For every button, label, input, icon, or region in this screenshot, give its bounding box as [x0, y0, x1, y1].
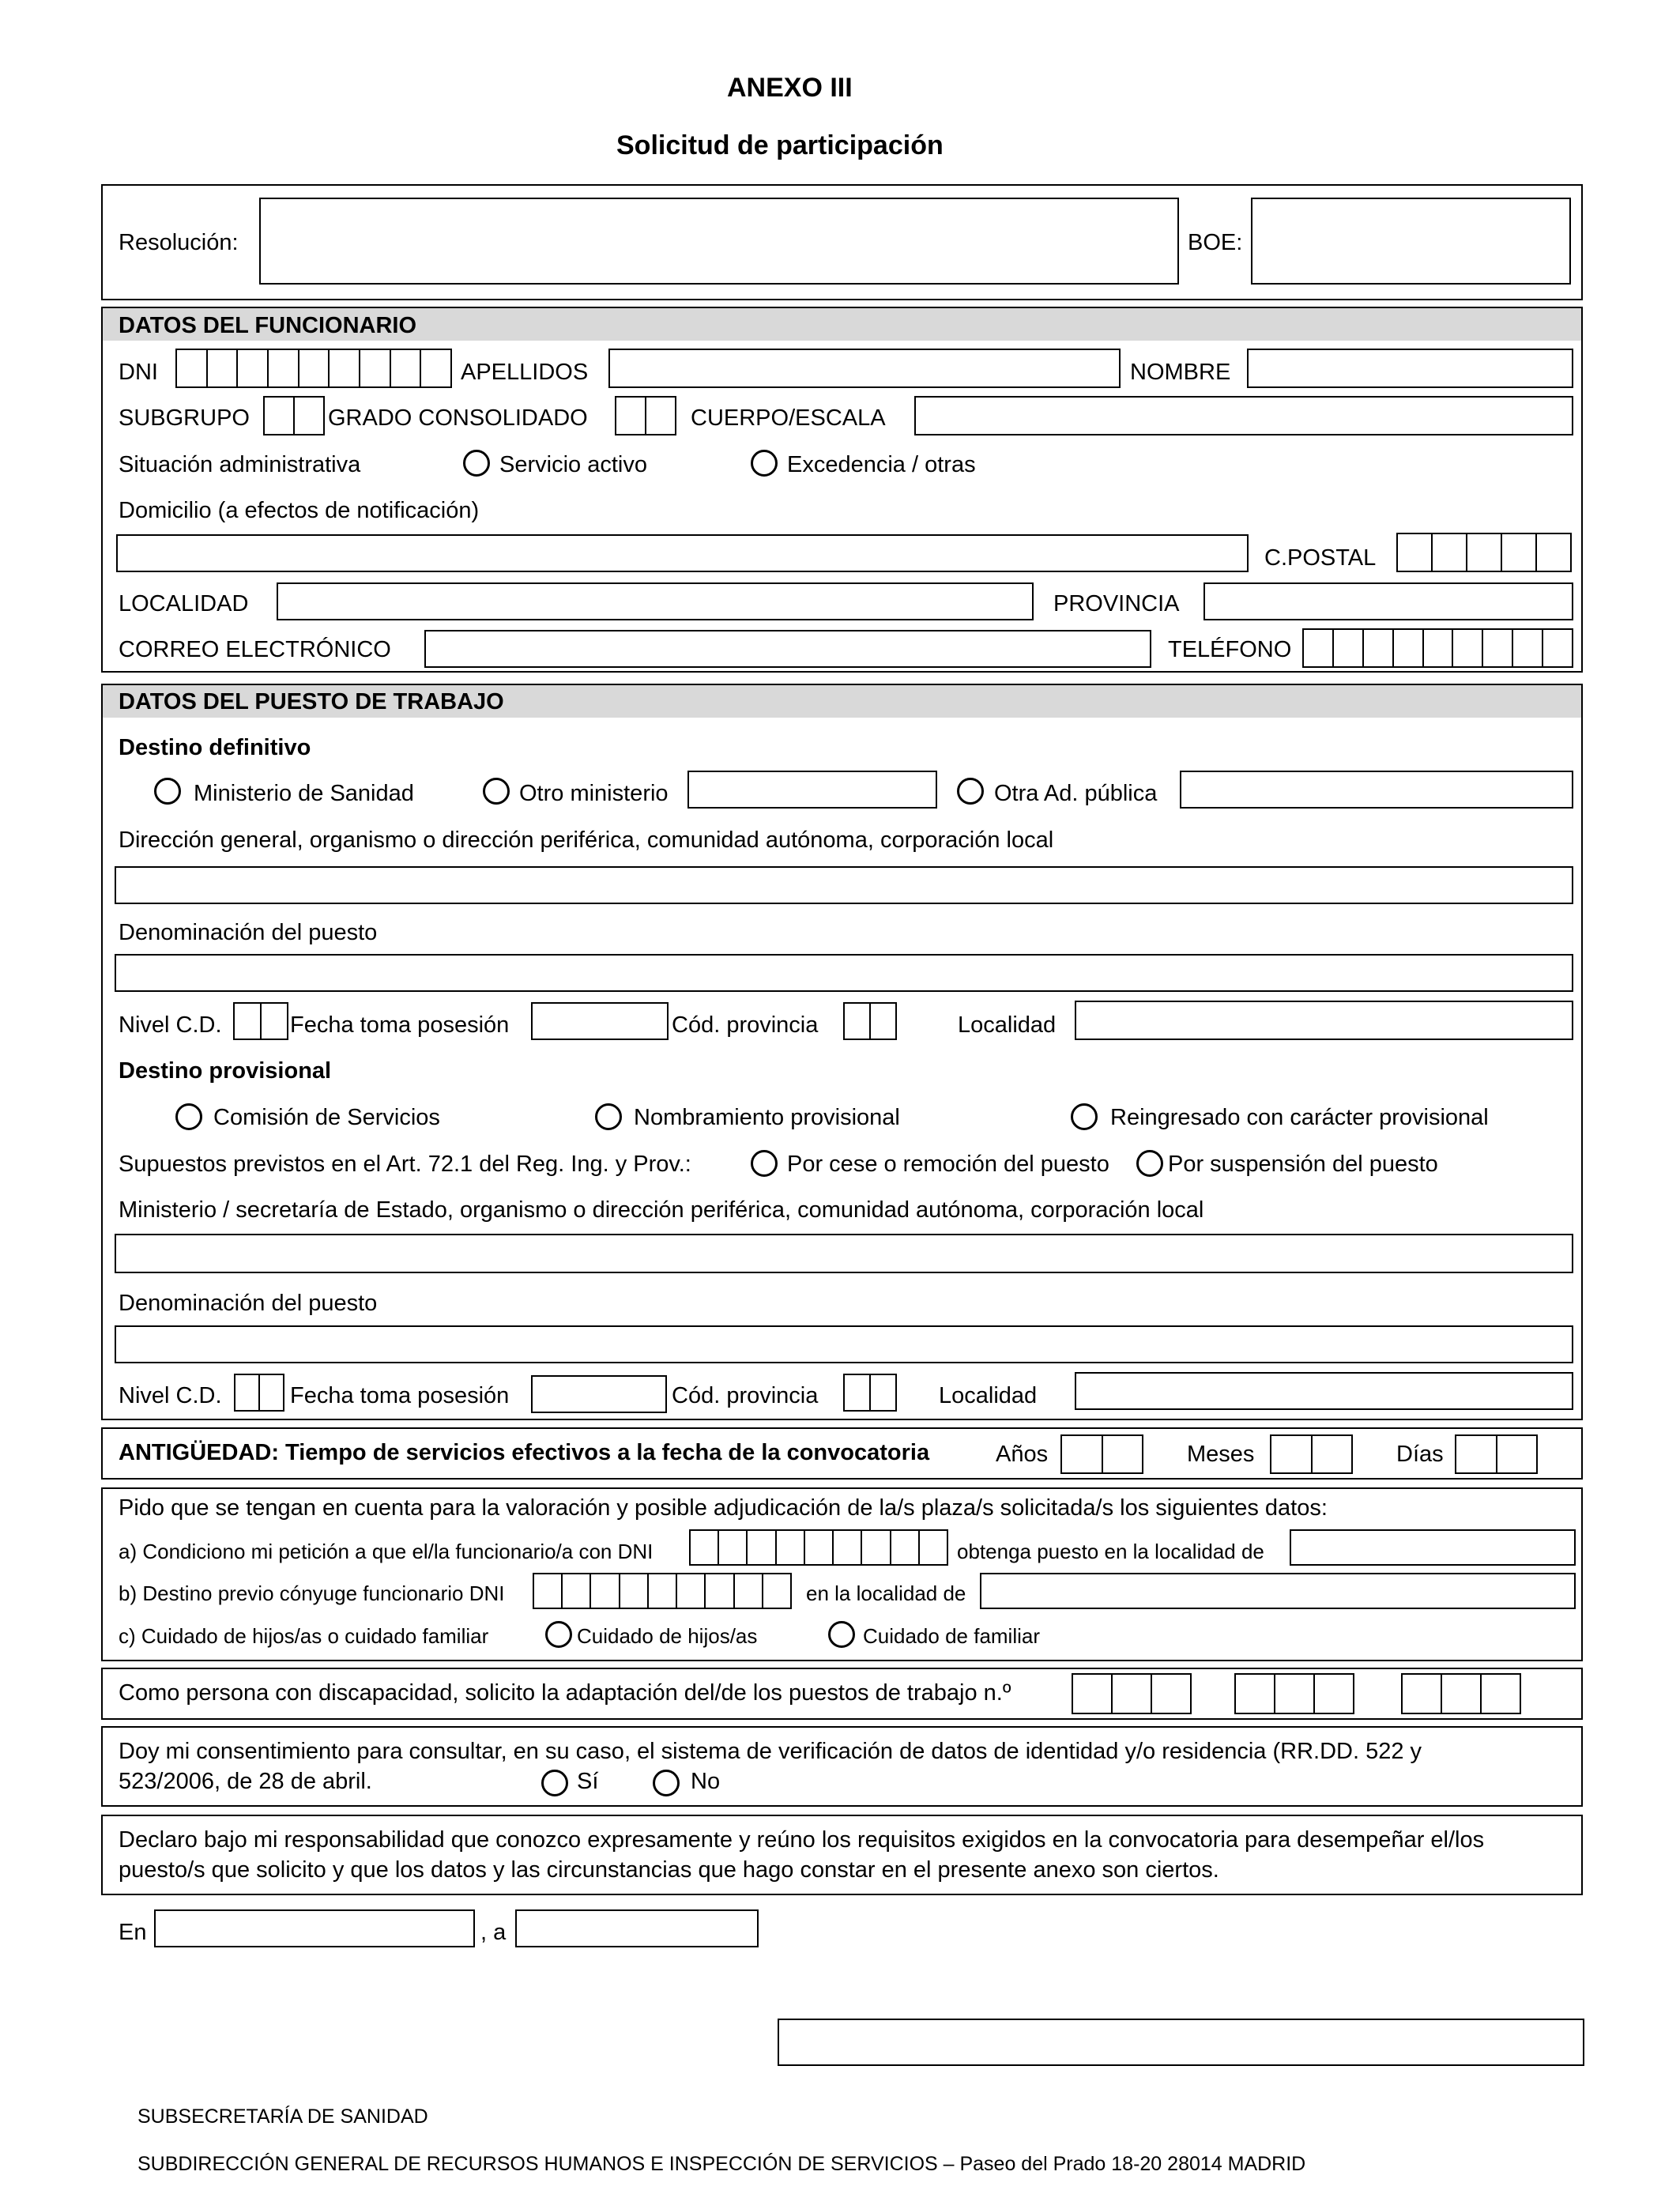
direccion-general-label: Dirección general, organismo o dirección periférica, comunidad autónoma, corporación local: [119, 827, 1054, 853]
denominacion-provisional-field[interactable]: [115, 1325, 1573, 1363]
domicilio-field[interactable]: [116, 534, 1249, 572]
por-cese-label: Por cese o remoción del puesto: [787, 1152, 1109, 1177]
cuerpo-field[interactable]: [914, 396, 1573, 435]
excedencia-label: Excedencia / otras: [787, 452, 976, 477]
reingresado-radio[interactable]: [1071, 1103, 1098, 1130]
telefono-cells[interactable]: [1302, 628, 1573, 668]
nivel-cd-provisional-cells[interactable]: [234, 1374, 284, 1412]
nombre-field[interactable]: [1247, 349, 1573, 388]
consentimiento-si-radio[interactable]: [541, 1770, 568, 1796]
otro-ministerio-field[interactable]: [687, 771, 937, 809]
domicilio-label: Domicilio (a efectos de notificación): [119, 498, 480, 523]
cuidado-familiar-radio[interactable]: [828, 1621, 855, 1648]
por-suspension-radio[interactable]: [1136, 1150, 1163, 1177]
otra-ad-publica-field[interactable]: [1180, 771, 1573, 809]
form-title: Solicitud de participación: [616, 130, 944, 160]
apellidos-label: APELLIDOS: [461, 360, 589, 385]
antiguedad-label: ANTIGÜEDAD: Tiempo de servicios efectivos a la fecha de la convocatoria: [119, 1440, 930, 1465]
dni-cells[interactable]: [175, 349, 452, 388]
localidad-field[interactable]: [277, 582, 1034, 620]
valoracion-a-loc-label: obtenga puesto en la localidad de: [957, 1540, 1264, 1563]
nombre-label: NOMBRE: [1130, 360, 1231, 385]
supuestos-label: Supuestos previstos en el Art. 72.1 del Reg. Ing. y Prov.:: [119, 1152, 691, 1177]
valoracion-a-loc-field[interactable]: [1290, 1529, 1576, 1566]
subgrupo-cells[interactable]: [263, 396, 325, 435]
anos-cells[interactable]: [1060, 1434, 1143, 1474]
situacion-label: Situación administrativa: [119, 452, 361, 477]
discapacidad-text: Como persona con discapacidad, solicito la adaptación del/de los puestos de trabajo n.º: [119, 1680, 1011, 1706]
puesto-section-title: DATOS DEL PUESTO DE TRABAJO: [119, 689, 504, 714]
destino-definitivo-heading: Destino definitivo: [119, 735, 311, 760]
comision-radio[interactable]: [175, 1103, 202, 1130]
apellidos-field[interactable]: [608, 349, 1121, 388]
servicio-activo-label: Servicio activo: [499, 452, 647, 477]
servicio-activo-radio[interactable]: [463, 450, 490, 477]
annex-heading: ANEXO III: [727, 73, 853, 103]
nivel-cd-label: Nivel C.D.: [119, 1012, 222, 1038]
denominacion-provisional-label: Denominación del puesto: [119, 1291, 378, 1316]
telefono-label: TELÉFONO: [1168, 637, 1292, 662]
valoracion-c-label: c) Cuidado de hijos/as o cuidado familiar: [119, 1624, 489, 1648]
valoracion-a-dni-cells[interactable]: [689, 1529, 948, 1566]
fecha-toma-field[interactable]: [531, 1002, 669, 1040]
resolucion-field[interactable]: [259, 198, 1179, 285]
excedencia-radio[interactable]: [751, 450, 778, 477]
footer-subdireccion: SUBDIRECCIÓN GENERAL DE RECURSOS HUMANOS E INSPECCIÓN DE SERVICIOS – Paseo del Prado 18-20 28014 MADRID: [137, 2153, 1306, 2175]
cuidado-hijos-label: Cuidado de hijos/as: [577, 1624, 758, 1648]
por-cese-radio[interactable]: [751, 1150, 778, 1177]
firma-lugar-field[interactable]: [154, 1909, 475, 1947]
firma-en-label: En: [119, 1920, 147, 1945]
boe-label: BOE:: [1188, 230, 1243, 255]
localidad-puesto-field[interactable]: [1075, 1001, 1573, 1040]
cuidado-familiar-label: Cuidado de familiar: [863, 1624, 1041, 1648]
reingresado-label: Reingresado con carácter provisional: [1110, 1105, 1489, 1130]
comision-label: Comisión de Servicios: [213, 1105, 440, 1130]
denominacion-label: Denominación del puesto: [119, 920, 378, 945]
subgrupo-label: SUBGRUPO: [119, 405, 250, 431]
provincia-field[interactable]: [1203, 582, 1573, 620]
correo-label: CORREO ELECTRÓNICO: [119, 637, 391, 662]
valoracion-b-loc-field[interactable]: [980, 1573, 1576, 1609]
destino-provisional-heading: Destino provisional: [119, 1058, 332, 1084]
valoracion-intro: Pido que se tengan en cuenta para la valoración y posible adjudicación de la/s plaza/s solicitada/s los siguientes datos:: [119, 1495, 1328, 1521]
otra-ad-publica-radio[interactable]: [957, 778, 984, 805]
otra-ad-publica-label: Otra Ad. pública: [994, 781, 1158, 806]
otro-ministerio-label: Otro ministerio: [519, 781, 669, 806]
valoracion-a-label: a) Condiciono mi petición a que el/la funcionario/a con DNI: [119, 1540, 654, 1563]
denominacion-field[interactable]: [115, 954, 1573, 992]
valoracion-b-loc-label: en la localidad de: [806, 1581, 966, 1605]
discapacidad-puesto-1[interactable]: [1072, 1673, 1192, 1714]
fecha-toma-label: Fecha toma posesión: [290, 1012, 510, 1038]
localidad-provisional-field[interactable]: [1075, 1372, 1573, 1410]
firma-fecha-field[interactable]: [515, 1909, 759, 1947]
ministerio-sanidad-label: Ministerio de Sanidad: [194, 781, 414, 806]
cpostal-cells[interactable]: [1396, 533, 1572, 572]
otro-ministerio-radio[interactable]: [483, 778, 510, 805]
consentimiento-line1: Doy mi consentimiento para consultar, en su caso, el sistema de verificación de datos de identidad y/o residencia (RR.DD. 522 y: [119, 1739, 1422, 1764]
grado-cells[interactable]: [615, 396, 676, 435]
ministerio-sanidad-radio[interactable]: [154, 778, 181, 805]
dias-cells[interactable]: [1455, 1434, 1538, 1474]
localidad-label: LOCALIDAD: [119, 591, 249, 616]
firma-a-label: , a: [480, 1920, 507, 1945]
consentimiento-line2: 523/2006, de 28 de abril.: [119, 1769, 372, 1794]
consentimiento-no-label: No: [691, 1769, 721, 1794]
footer-subsecretaria: SUBSECRETARÍA DE SANIDAD: [137, 2105, 428, 2128]
ministerio-secretaria-field[interactable]: [115, 1234, 1573, 1273]
discapacidad-puesto-3[interactable]: [1401, 1673, 1521, 1714]
resolucion-label: Resolución:: [119, 230, 239, 255]
fecha-toma-provisional-label: Fecha toma posesión: [290, 1383, 510, 1408]
boe-field[interactable]: [1251, 198, 1571, 285]
funcionario-section-title: DATOS DEL FUNCIONARIO: [119, 313, 417, 338]
nombramiento-label: Nombramiento provisional: [634, 1105, 900, 1130]
declaracion-line1: Declaro bajo mi responsabilidad que conozco expresamente y reúno los requisitos exigidos en la convocatoria para desempeñar el/los: [119, 1827, 1485, 1853]
localidad-puesto-label: Localidad: [958, 1012, 1057, 1038]
declaracion-line2: puesto/s que solicito y que los datos y las circunstancias que hago constar en el presente anexo son ciertos.: [119, 1857, 1219, 1883]
ministerio-secretaria-label: Ministerio / secretaría de Estado, organismo o dirección periférica, comunidad autónoma, corporación local: [119, 1197, 1204, 1223]
discapacidad-puesto-2[interactable]: [1234, 1673, 1354, 1714]
consentimiento-no-radio[interactable]: [653, 1770, 680, 1796]
meses-label: Meses: [1187, 1442, 1255, 1467]
por-suspension-label: Por suspensión del puesto: [1168, 1152, 1438, 1177]
valoracion-b-dni-cells[interactable]: [533, 1573, 792, 1609]
localidad-provisional-label: Localidad: [939, 1383, 1038, 1408]
cuerpo-label: CUERPO/ESCALA: [691, 405, 886, 431]
cod-provincia-label: Cód. provincia: [672, 1012, 819, 1038]
correo-field[interactable]: [424, 630, 1151, 668]
fecha-toma-provisional-field[interactable]: [531, 1375, 667, 1413]
meses-cells[interactable]: [1270, 1434, 1353, 1474]
nombramiento-radio[interactable]: [595, 1103, 622, 1130]
dias-label: Días: [1396, 1442, 1444, 1467]
cuidado-hijos-radio[interactable]: [545, 1621, 572, 1648]
cod-provincia-cells[interactable]: [843, 1002, 897, 1040]
cod-provincia-provisional-cells[interactable]: [843, 1374, 897, 1412]
cod-provincia-provisional-label: Cód. provincia: [672, 1383, 819, 1408]
nivel-cd-provisional-label: Nivel C.D.: [119, 1383, 222, 1408]
firma-field[interactable]: [778, 2019, 1584, 2066]
dni-label: DNI: [119, 360, 158, 385]
grado-label: GRADO CONSOLIDADO: [328, 405, 588, 431]
provincia-label: PROVINCIA: [1053, 591, 1180, 616]
valoracion-b-label: b) Destino previo cónyuge funcionario DNI: [119, 1581, 505, 1605]
consentimiento-si-label: Sí: [577, 1769, 599, 1794]
cpostal-label: C.POSTAL: [1264, 545, 1377, 571]
nivel-cd-cells[interactable]: [233, 1002, 288, 1040]
direccion-general-field[interactable]: [115, 866, 1573, 904]
anos-label: Años: [996, 1442, 1049, 1467]
